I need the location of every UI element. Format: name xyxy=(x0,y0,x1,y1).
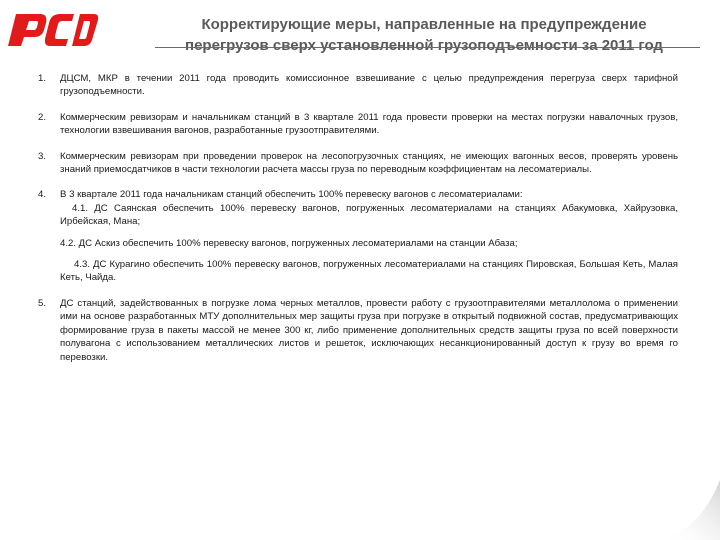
item-text: Коммерческим ревизорам при проведении проверок на лесопогрузочных станциях, не имеющих вагонных весов, проверять уровень знаний приемосдатчиков в части технологии расчета массы груза по переводным коэффициентам на лесоматериалы. xyxy=(60,150,678,176)
list-item xyxy=(38,111,678,138)
item-text: Коммерческим ревизорам и начальникам станций в 3 квартале 2011 года провести проверки на местах погрузки навалочных грузов, технологии взвешивания вагонов, разработанные грузоотправителями. xyxy=(60,111,678,137)
item-number: 4. xyxy=(38,189,47,201)
title-divider xyxy=(155,47,700,48)
item-number: 2. xyxy=(38,111,47,123)
item-text: ДС станций, задействованных в погрузке лома черных металлов, провести работу с грузоотправителями металлолома о применении ими на основе разработанных МТУ дополнительных мер защиты груза при погрузке в открытый подвижной состав, предусматривающих формирование груза в пакеты массой не менее 300 кг, либо применение дополнительных средств защиты груза по всей поверхности полувагона с использованием металлических листов и решеток, исключающих несанкционированный доступ к грузу во время го перевозки. xyxy=(60,297,678,363)
item-text: В 3 квартале 2011 года начальникам станций обеспечить 100% перевеску вагонов с лесоматериалами: xyxy=(60,189,523,201)
measures-list xyxy=(38,72,678,376)
list-item xyxy=(38,150,678,177)
list-item xyxy=(38,188,678,284)
title-line-2: перегрузов сверх установленной грузоподъемности за 2011 год xyxy=(185,37,663,54)
rzd-logo-icon xyxy=(4,6,100,52)
sub-item: 4.3. ДС Курагино обеспечить 100% перевеску вагонов, погруженных лесоматериалами на станциях Пировская, Большая Кеть, Малая Кеть, Чайда. xyxy=(60,259,678,284)
sub-item: 4.2. ДС Аскиз обеспечить 100% перевеску вагонов, погруженных лесоматериалами на станции Абаза; xyxy=(60,237,518,249)
item-number: 5. xyxy=(38,297,47,309)
item-number: 3. xyxy=(38,150,47,162)
item-text: ДЦСМ, МКР в течении 2011 года проводить комиссионное взвешивание с целью предупреждения перегруза сверх тарифной грузоподъемности. xyxy=(60,73,678,98)
sub-item: 4.1. ДС Саянская обеспечить 100% перевеску вагонов, погруженных лесоматериалами на станциях Абакумовка, Хайрузовка, Ирбейская, Мана; xyxy=(60,202,678,228)
page-title xyxy=(140,14,708,56)
item-number: 1. xyxy=(38,73,47,84)
corner-decoration xyxy=(630,450,720,540)
list-item xyxy=(38,72,678,99)
list-item xyxy=(38,297,678,364)
title-line-1: Корректирующие меры, направленные на предупреждение xyxy=(201,16,647,33)
